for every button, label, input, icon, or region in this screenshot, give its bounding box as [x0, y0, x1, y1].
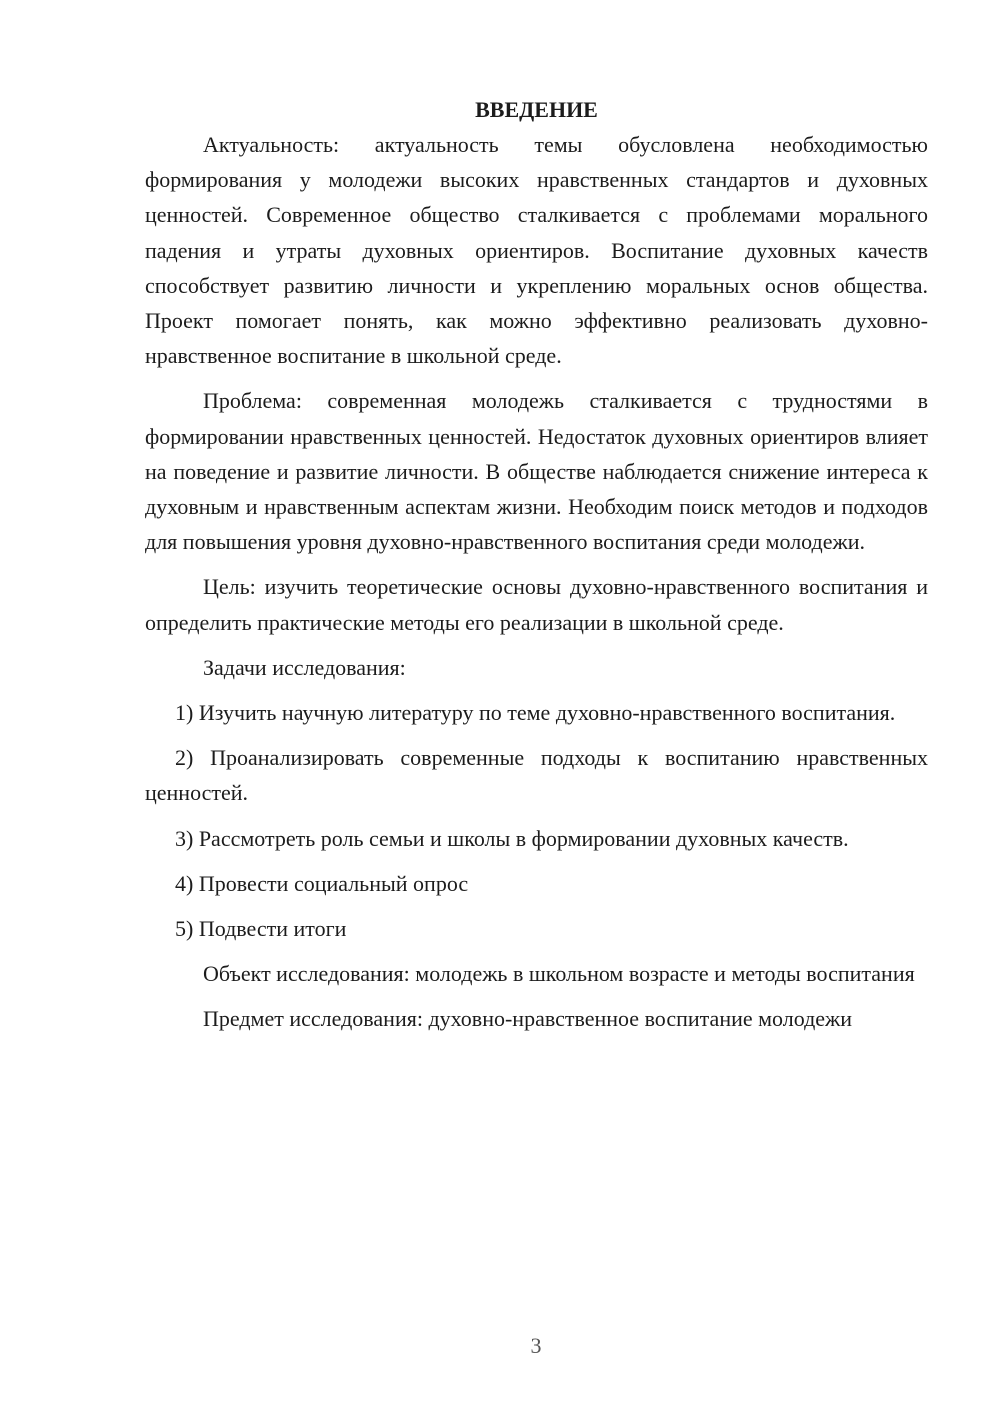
paragraph-object: Объект исследования: молодежь в школьном возрасте и методы воспитания [203, 961, 915, 987]
tasks-heading: Задачи исследования: [203, 654, 406, 680]
task-item-2: 2) Проанализировать современные подходы к воспитанию нравственных ценностей. [145, 745, 928, 806]
paragraph-relevance: Актуальность: актуальность темы обусловлена необходимостью формирования у молодежи высоких нравственных стандартов и духовных ценностей. Современное общество сталкивается с проблемами морального падения и утраты духовных ориентиров. Воспитание духовных качеств способствует развитию личности и укреплению моральных основ общества. Проект помогает понять, как можно эффективно реализовать духовно-нравственное воспитание в школьной среде. [145, 132, 928, 369]
task-item-1: 1) Изучить научную литературу по теме духовно-нравственного воспитания. [175, 700, 896, 726]
paragraph-subject: Предмет исследования: духовно-нравственное воспитание молодежи [203, 1006, 853, 1032]
task-item-5: 5) Подвести итоги [175, 916, 347, 942]
task-item-4: 4) Провести социальный опрос [175, 870, 469, 896]
task-item-3: 3) Рассмотреть роль семьи и школы в формировании духовных качеств. [175, 825, 849, 851]
paragraph-goal: Цель: изучить теоретические основы духовно-нравственного воспитания и определить практические методы его реализации в школьной среде. [145, 574, 928, 635]
page-number: 3 [530, 1333, 542, 1358]
section-title: ВВЕДЕНИЕ [475, 97, 598, 122]
paragraph-problem: Проблема: современная молодежь сталкивается с трудностями в формировании нравственных ценностей. Недостаток духовных ориентиров влияет на поведение и развитие личности. В обществе наблюдается снижение интереса к духовным и нравственным аспектам жизни. Необходим поиск методов и подходов для повышения уровня духовно-нравственного воспитания среди молодежи. [145, 388, 928, 555]
document-body [145, 92, 928, 1047]
